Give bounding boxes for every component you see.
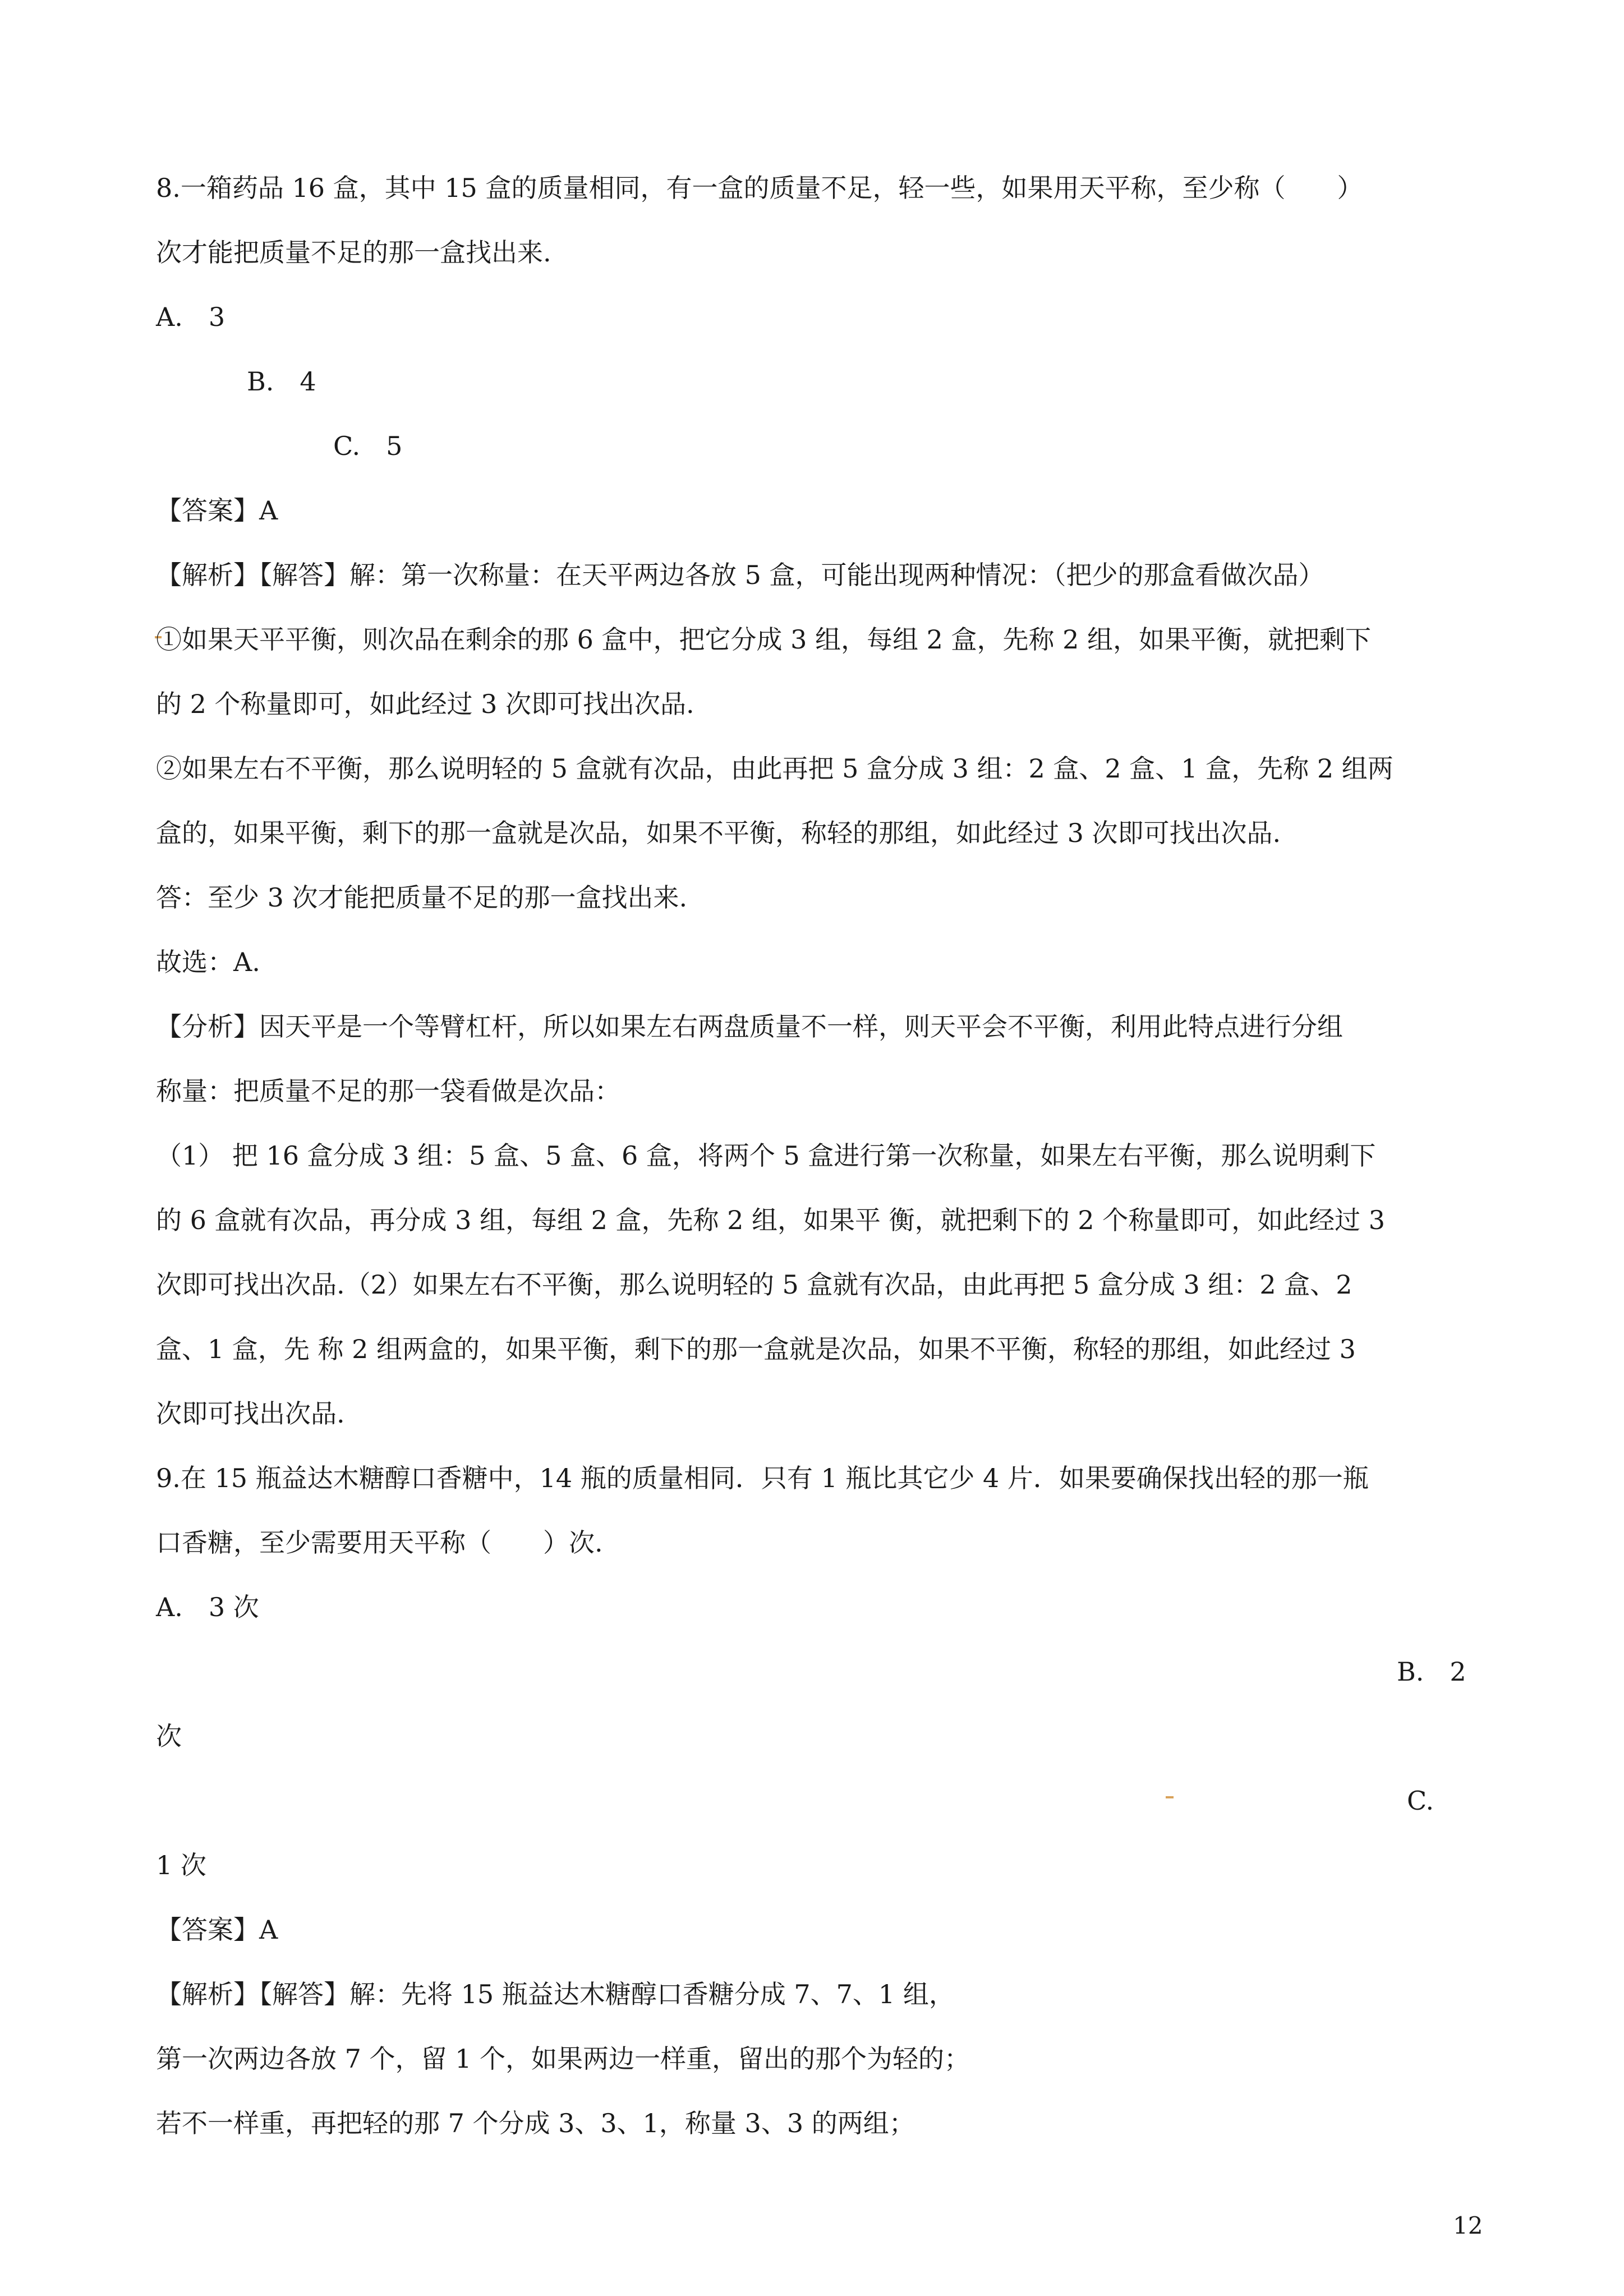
q8-analysis-line6: 盒、1 盒，先 称 2 组两盒的，如果平衡，剩下的那一盒就是次品，如果不平衡，称轻的那组，如此经过 3: [156, 1334, 1356, 1364]
q8-explanation-line3: 的 2 个称量即可，如此经过 3 次即可找出次品.: [156, 689, 694, 719]
stray-mark: [1166, 1796, 1174, 1798]
q8-answer: 【答案】A: [156, 495, 278, 526]
q9-stem-line1: 9.在 15 瓶益达木糖醇口香糖中，14 瓶的质量相同．只有 1 瓶比其它少 4 片．如果要确保找出轻的那一瓶: [156, 1463, 1369, 1493]
q8-explanation-line6: 答：至少 3 次才能把质量不足的那一盒找出来.: [156, 882, 688, 913]
q8-stem-line2: 次才能把质量不足的那一盒找出来.: [156, 237, 551, 268]
q9-option-b-tail: 次: [156, 1721, 182, 1751]
q9-option-c-head: C.: [1407, 1786, 1434, 1816]
q9-stem-line2: 口香糖，至少需要用天平称（ ）次.: [156, 1527, 603, 1558]
q8-analysis-line4: 的 6 盒就有次品，再分成 3 组，每组 2 盒，先称 2 组，如果平 衡，就把剩下的 2 个称量即可，如此经过 3: [156, 1205, 1386, 1235]
q8-option-c: C. 5: [333, 431, 403, 461]
q9-option-c-tail: 1 次: [156, 1850, 206, 1880]
q8-option-b: B. 4: [247, 366, 316, 397]
q8-explanation-line5: 盒的，如果平衡，剩下的那一盒就是次品，如果不平衡，称轻的那组，如此经过 3 次即可找出次品.: [156, 818, 1281, 848]
q8-option-a: A. 3: [156, 302, 226, 332]
q8-analysis-line2: 称量：把质量不足的那一袋看做是次品：: [156, 1076, 620, 1106]
q9-answer: 【答案】A: [156, 1915, 278, 1945]
q9-explanation-line1: 【解析】【解答】解：先将 15 瓶益达木糖醇口香糖分成 7、7、1 组，: [156, 1979, 955, 2009]
q9-explanation-line2: 第一次两边各放 7 个，留 1 个，如果两边一样重，留出的那个为轻的；: [156, 2044, 970, 2074]
q8-stem-line1: 8.一箱药品 16 盒，其中 15 盒的质量相同，有一盒的质量不足，轻一些，如果用天平称，至少称（ ）: [156, 173, 1363, 203]
q8-analysis-line1: 【分析】因天平是一个等臂杠杆，所以如果左右两盘质量不一样，则天平会不平衡，利用此特点进行分组: [156, 1011, 1343, 1042]
q8-analysis-line3: （1） 把 16 盒分成 3 组：5 盒、5 盒、6 盒，将两个 5 盒进行第一次称量，如果左右平衡，那么说明剩下: [156, 1140, 1376, 1171]
q8-explanation-line2: ①如果天平平衡，则次品在剩余的那 6 盒中，把它分成 3 组，每组 2 盒，先称 2 组，如果平衡，就把剩下: [156, 624, 1372, 655]
q9-option-b-head: B. 2: [1397, 1657, 1466, 1687]
q8-explanation-line7: 故选：A.: [156, 947, 260, 977]
q8-analysis-line5: 次即可找出次品.（2）如果左右不平衡，那么说明轻的 5 盒就有次品，由此再把 5 盒分成 3 组：2 盒、2: [156, 1269, 1352, 1300]
q9-option-a: A. 3 次: [156, 1592, 259, 1622]
q8-explanation-line4: ②如果左右不平衡，那么说明轻的 5 盒就有次品，由此再把 5 盒分成 3 组：2 盒、2 盒、1 盒，先称 2 组两: [156, 753, 1393, 784]
q8-analysis-line7: 次即可找出次品.: [156, 1398, 345, 1429]
page-number: 12: [1453, 2212, 1483, 2239]
q9-explanation-line3: 若不一样重，再把轻的那 7 个分成 3、3、1，称量 3、3 的两组；: [156, 2108, 915, 2138]
q8-explanation-line1: 【解析】【解答】解：第一次称量：在天平两边各放 5 盒，可能出现两种情况：（把少的那盒看做次品）: [156, 560, 1324, 590]
